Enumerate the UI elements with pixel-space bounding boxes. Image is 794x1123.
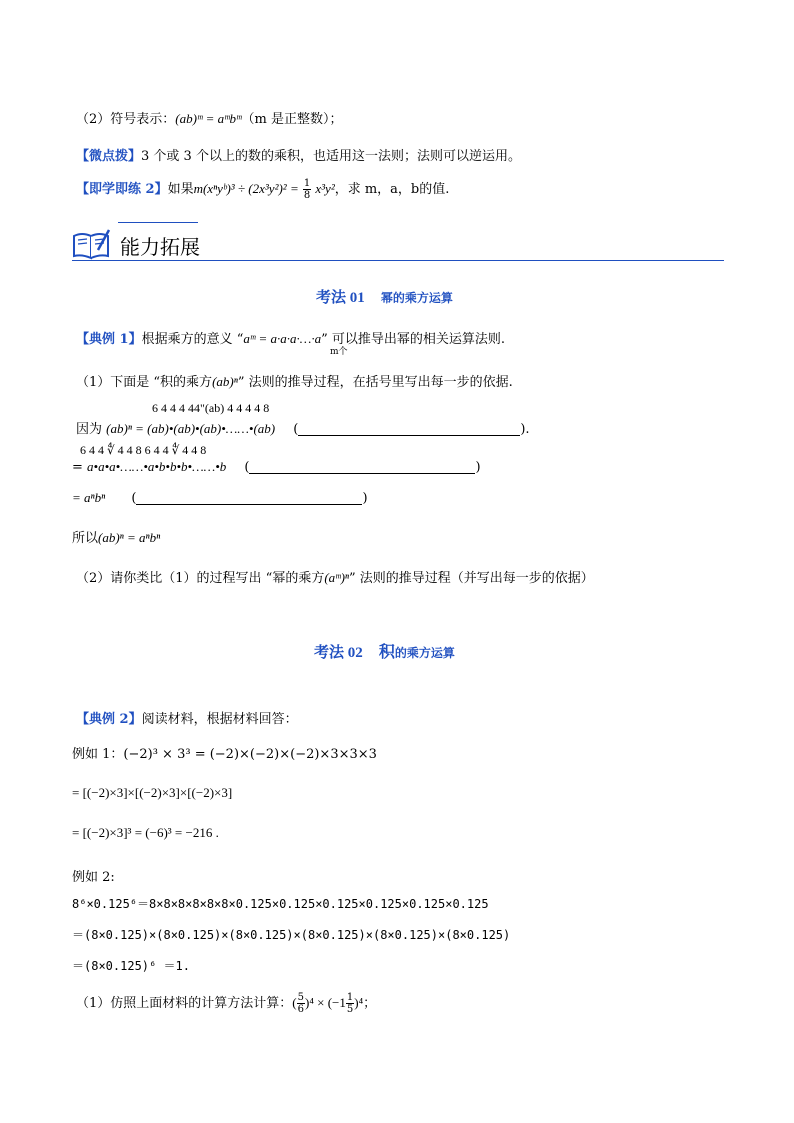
eg1-line-3: = [(−2)×3]³ = (−6)³ = −216 . <box>72 825 219 840</box>
section-top-line <box>118 222 198 223</box>
eg2-line-2: ＝(8×0.125)×(8×0.125)×(8×0.125)×(8×0.125)×(8×0.125)×(8×0.125) <box>72 928 511 942</box>
tip-label: 【微点拨】 <box>76 149 142 164</box>
fraction-1-5: $\frac{1}{5}$ <box>346 992 354 1015</box>
eg2-line-3: ＝(8×0.125)⁶ ＝1. <box>72 959 190 973</box>
blank-1[interactable] <box>298 423 520 436</box>
eg1-line-1: 例如 1：(−2)³ × 3³ = (−2)×(−2)×(−2)×3×3×3 <box>72 747 377 762</box>
question-2: （2）请你类比（1）的过程写出 “幂的乘方(aᵐ)ⁿ” 法则的推导过程（并写出每一步的依据） <box>76 570 594 586</box>
step-1: 因为 (ab)ⁿ = (ab)•(ab)•(ab)•……•(ab) ( ). <box>76 421 530 437</box>
power-definition-formula: aᵐ = a·a·a·…·a <box>243 331 322 346</box>
fraction: $\frac{1}{8}$ <box>303 178 311 201</box>
practice-line: 【即学即练 2】如果m(xⁿyᵇ)³ ÷ (2x³y²)² = $\frac{1}{8}$ x³y²，求 m，a，b的值. <box>76 178 450 201</box>
practice-label: 【即学即练 2】 <box>76 182 168 197</box>
blank-2[interactable] <box>249 461 475 474</box>
example-2-line: 【典例 2】阅读材料，根据材料回答： <box>76 712 298 727</box>
example-1-line: 【典例 1】根据乘方的意义 “aᵐ = a·a·a·…·a” 可以推导出幂的相关运算法则. <box>76 331 506 347</box>
example-2-label: 【典例 2】 <box>76 712 142 727</box>
kaofa-02-heading: 考法 02 积的乘方运算 <box>314 644 455 661</box>
step-1-brace-top: 6 4 4 4 44"(ab) 4 4 4 4 8 <box>152 401 270 415</box>
symbol-line: （2）符号表示：(ab)ᵐ = aᵐbᵐ（m 是正整数）； <box>76 111 343 127</box>
section-header <box>72 222 724 264</box>
conclusion: 所以(ab)ⁿ = aⁿbⁿ <box>72 530 161 546</box>
eg2-line-1: 8⁶×0.125⁶＝8×8×8×8×8×8×0.125×0.125×0.125×0.125×0.125×0.125 <box>72 897 489 911</box>
book-icon <box>72 226 112 262</box>
fraction-5-6: $\frac{5}{6}$ <box>297 992 304 1015</box>
question-1: （1）下面是 “积的乘方(ab)ⁿ” 法则的推导过程，在括号里写出每一步的依据. <box>76 374 513 390</box>
step-2-brace-top: 6 4 4 ∜ 4 4 8 6 4 4 ∜ 4 4 8 <box>80 443 207 457</box>
blank-3[interactable] <box>136 492 362 505</box>
step-3: = aⁿbⁿ ( ) <box>72 490 368 506</box>
tip-line: 【微点拨】3 个或 3 个以上的数的乘积，也适用这一法则；法则可以逆运用。 <box>76 149 521 164</box>
example-1-label: 【典例 1】 <box>76 332 142 347</box>
eg1-line-2: = [(−2)×3]×[(−2)×3]×[(−2)×3] <box>72 785 233 800</box>
step-2: = a•a•a•……•a•b•b•b•……•b ( ) <box>72 459 481 475</box>
kaofa-01-heading: 考法 01 幂的乘方运算 <box>316 290 453 306</box>
power-of-product-formula: (ab)ᵐ = aᵐbᵐ <box>175 111 242 126</box>
section-underline <box>72 260 724 261</box>
m-count-label: m个 <box>330 347 348 357</box>
question-3: （1）仿照上面材料的计算方法计算：( $\frac{5}{6}$ )⁴ × (−1 $\frac{1}{5}$ )⁴； <box>76 992 377 1015</box>
section-title: 能力拓展 <box>120 235 200 259</box>
eg2-title: 例如 2: <box>72 870 115 885</box>
